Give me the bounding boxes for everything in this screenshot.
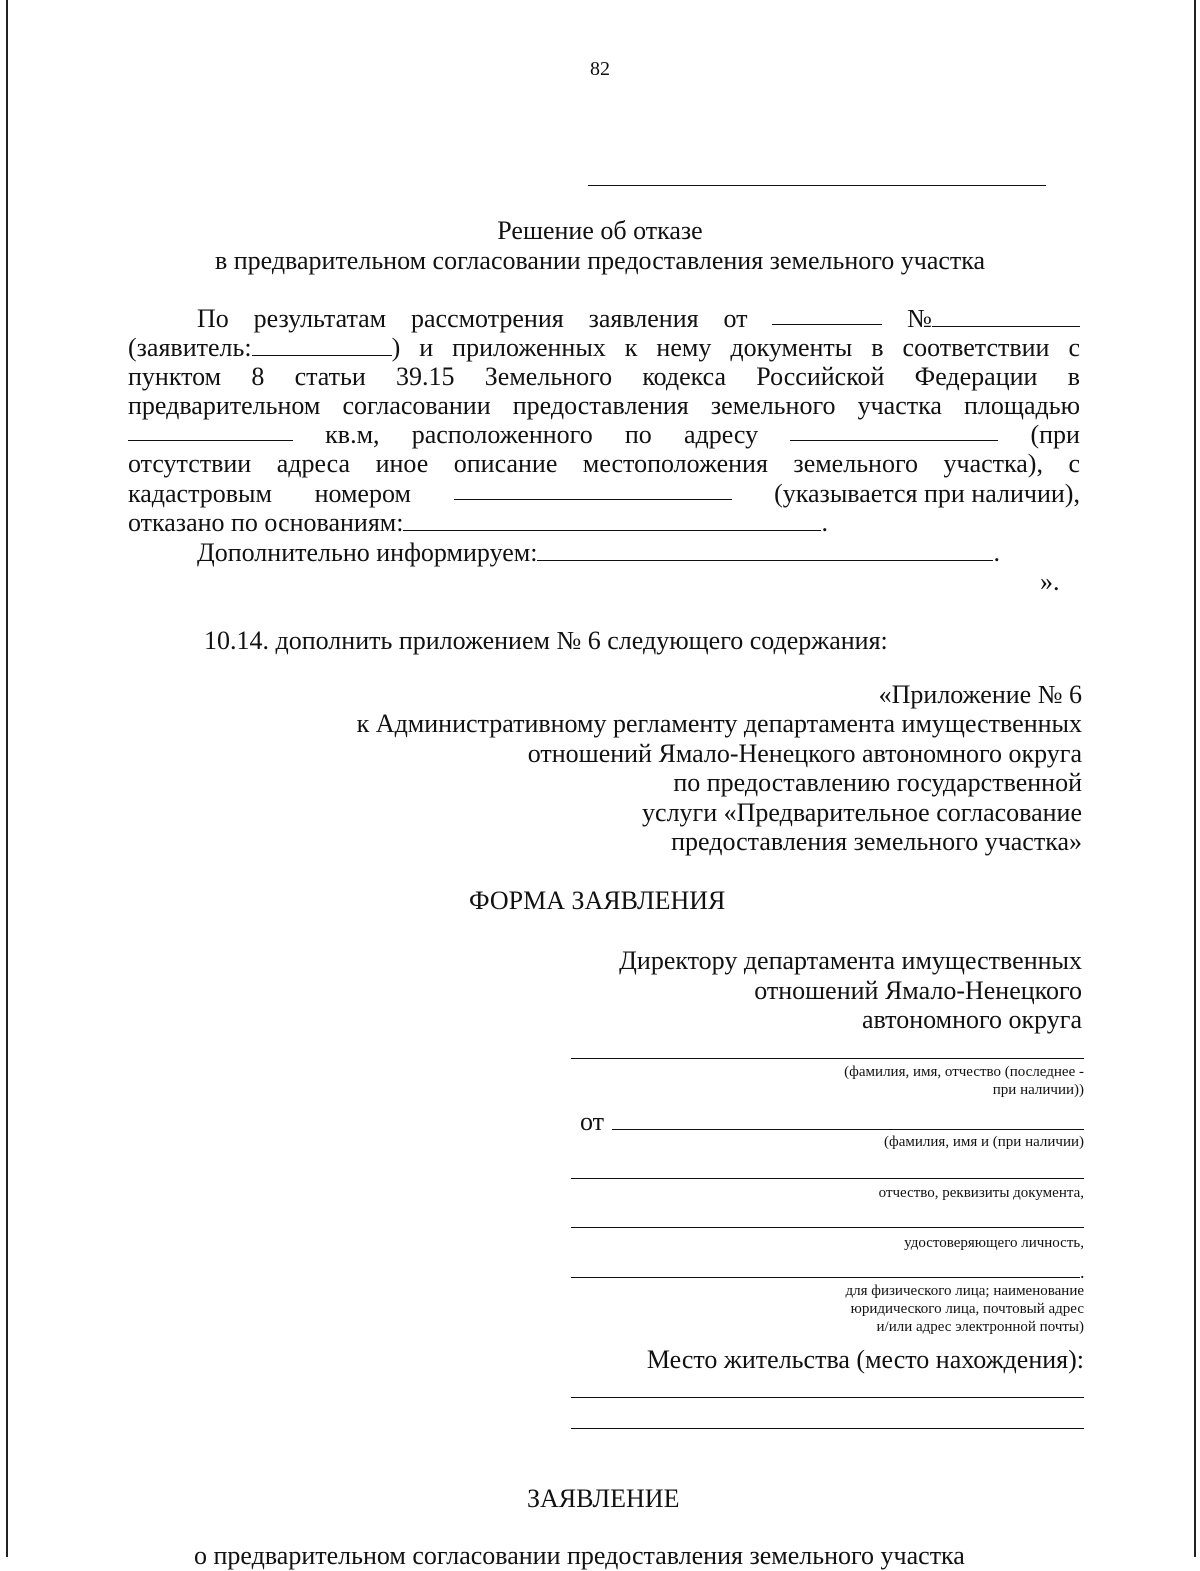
number-field <box>907 304 1080 333</box>
residence-line-1 <box>571 1397 1084 1398</box>
from-line-4 <box>571 1277 1080 1278</box>
director-name-line <box>571 1058 1084 1059</box>
word: По <box>197 304 229 333</box>
top-signature-line <box>588 185 1046 186</box>
hint-line: для физического лица; наименование <box>845 1283 1084 1299</box>
appendix-line: по предоставлению государственной <box>673 768 1082 798</box>
appendix-line: предоставления земельного участка» <box>671 827 1082 857</box>
decision-para-line3: пунктом 8 статьи 39.15 Земельного кодекса Российской Федерации в <box>128 362 1080 391</box>
word: расположенного <box>411 420 593 449</box>
word: адресу <box>683 420 759 449</box>
word: рассмотрения <box>410 304 564 333</box>
word: результатам <box>253 304 387 333</box>
area-blank <box>128 420 293 441</box>
from-line-3 <box>571 1227 1084 1228</box>
line-4-period: . <box>1080 1262 1085 1282</box>
decision-para-line2 <box>128 333 1080 363</box>
hint-director-name <box>600 1063 1084 1099</box>
word: номером <box>314 479 411 508</box>
period: . <box>821 508 828 537</box>
address-blank <box>790 420 998 441</box>
application-title: ЗАЯВЛЕНИЕ <box>527 1484 680 1513</box>
hint-from-1: (фамилия, имя и (при наличии) <box>884 1134 1084 1150</box>
amendment-text: 10.14. дополнить приложением № 6 следующего содержания: <box>204 626 888 655</box>
hint-line: (фамилия, имя, отчество (последнее - <box>844 1064 1084 1080</box>
decision-para-line6: отсутствии адреса иное описание местоположения земельного участка), с <box>128 449 1080 478</box>
addressee-block <box>500 946 1082 1035</box>
residence-label: Место жительства (место нахождения): <box>646 1345 1084 1374</box>
decision-para-line5 <box>128 420 1080 449</box>
addressee-line: автономного округа <box>862 1005 1082 1034</box>
number-sign: № <box>907 304 932 333</box>
addressee-line: Директору департамента имущественных <box>619 946 1082 975</box>
decision-para-line9 <box>197 538 1000 568</box>
decision-title-line1: Решение об отказе <box>497 216 703 245</box>
additional-label: Дополнительно информируем: <box>197 538 538 567</box>
word: (при <box>1030 420 1080 449</box>
from-label: от <box>580 1107 605 1136</box>
word: от <box>723 304 748 333</box>
hint-line: юридического лица, почтовый адрес <box>850 1301 1084 1317</box>
decision-para-line1 <box>197 304 1080 333</box>
decision-para-line7 <box>128 479 1080 508</box>
applicant-label: (заявитель: <box>128 333 252 362</box>
para-text: ) и приложенных к нему документы в соответствии с <box>391 333 1080 362</box>
period: . <box>993 538 1000 567</box>
appendix-line: к Административному регламенту департамента имущественных <box>356 709 1082 739</box>
appendix-header <box>200 680 1082 856</box>
residence-line-2 <box>571 1428 1084 1429</box>
appendix-line: услуги «Предварительное согласование <box>642 797 1082 827</box>
cadastral-blank <box>454 479 732 500</box>
refusal-blank <box>403 510 821 531</box>
refusal-label: отказано по основаниям: <box>128 508 404 537</box>
decision-title-line2: в предварительном согласовании предоставления земельного участка <box>214 246 986 275</box>
hint-from-2: отчество, реквизиты документа, <box>878 1185 1084 1201</box>
addressee-line: отношений Ямало-Ненецкого <box>754 975 1082 1005</box>
from-line-2 <box>571 1178 1084 1179</box>
form-title: ФОРМА ЗАЯВЛЕНИЯ <box>469 886 726 915</box>
hint-from-4 <box>600 1282 1084 1336</box>
hint-line: при наличии)) <box>992 1082 1084 1098</box>
appendix-line: отношений Ямало-Ненецкого автономного округа <box>527 738 1082 768</box>
word: кадастровым <box>128 479 272 508</box>
from-line <box>612 1129 1084 1130</box>
application-subtitle: о предварительном согласовании предоставления земельного участка <box>194 1541 965 1570</box>
page-number: 82 <box>590 58 610 80</box>
hint-line: и/или адрес электронной почты) <box>876 1319 1084 1335</box>
appendix-line: «Приложение № 6 <box>878 680 1082 709</box>
word: (указывается при наличии), <box>774 479 1080 508</box>
additional-blank <box>537 540 993 561</box>
applicant-blank <box>252 335 392 356</box>
area-unit: кв.м, <box>325 420 380 449</box>
decision-para-line4: предварительном согласовании предоставления земельного участка площадью <box>128 391 1080 420</box>
date-blank <box>772 304 882 325</box>
word: по <box>624 420 652 449</box>
number-blank <box>932 306 1080 327</box>
word: заявления <box>588 304 699 333</box>
closing-quote: ». <box>1040 567 1060 596</box>
hint-from-3: удостоверяющего личность, <box>904 1235 1084 1251</box>
decision-para-line8 <box>128 508 828 538</box>
